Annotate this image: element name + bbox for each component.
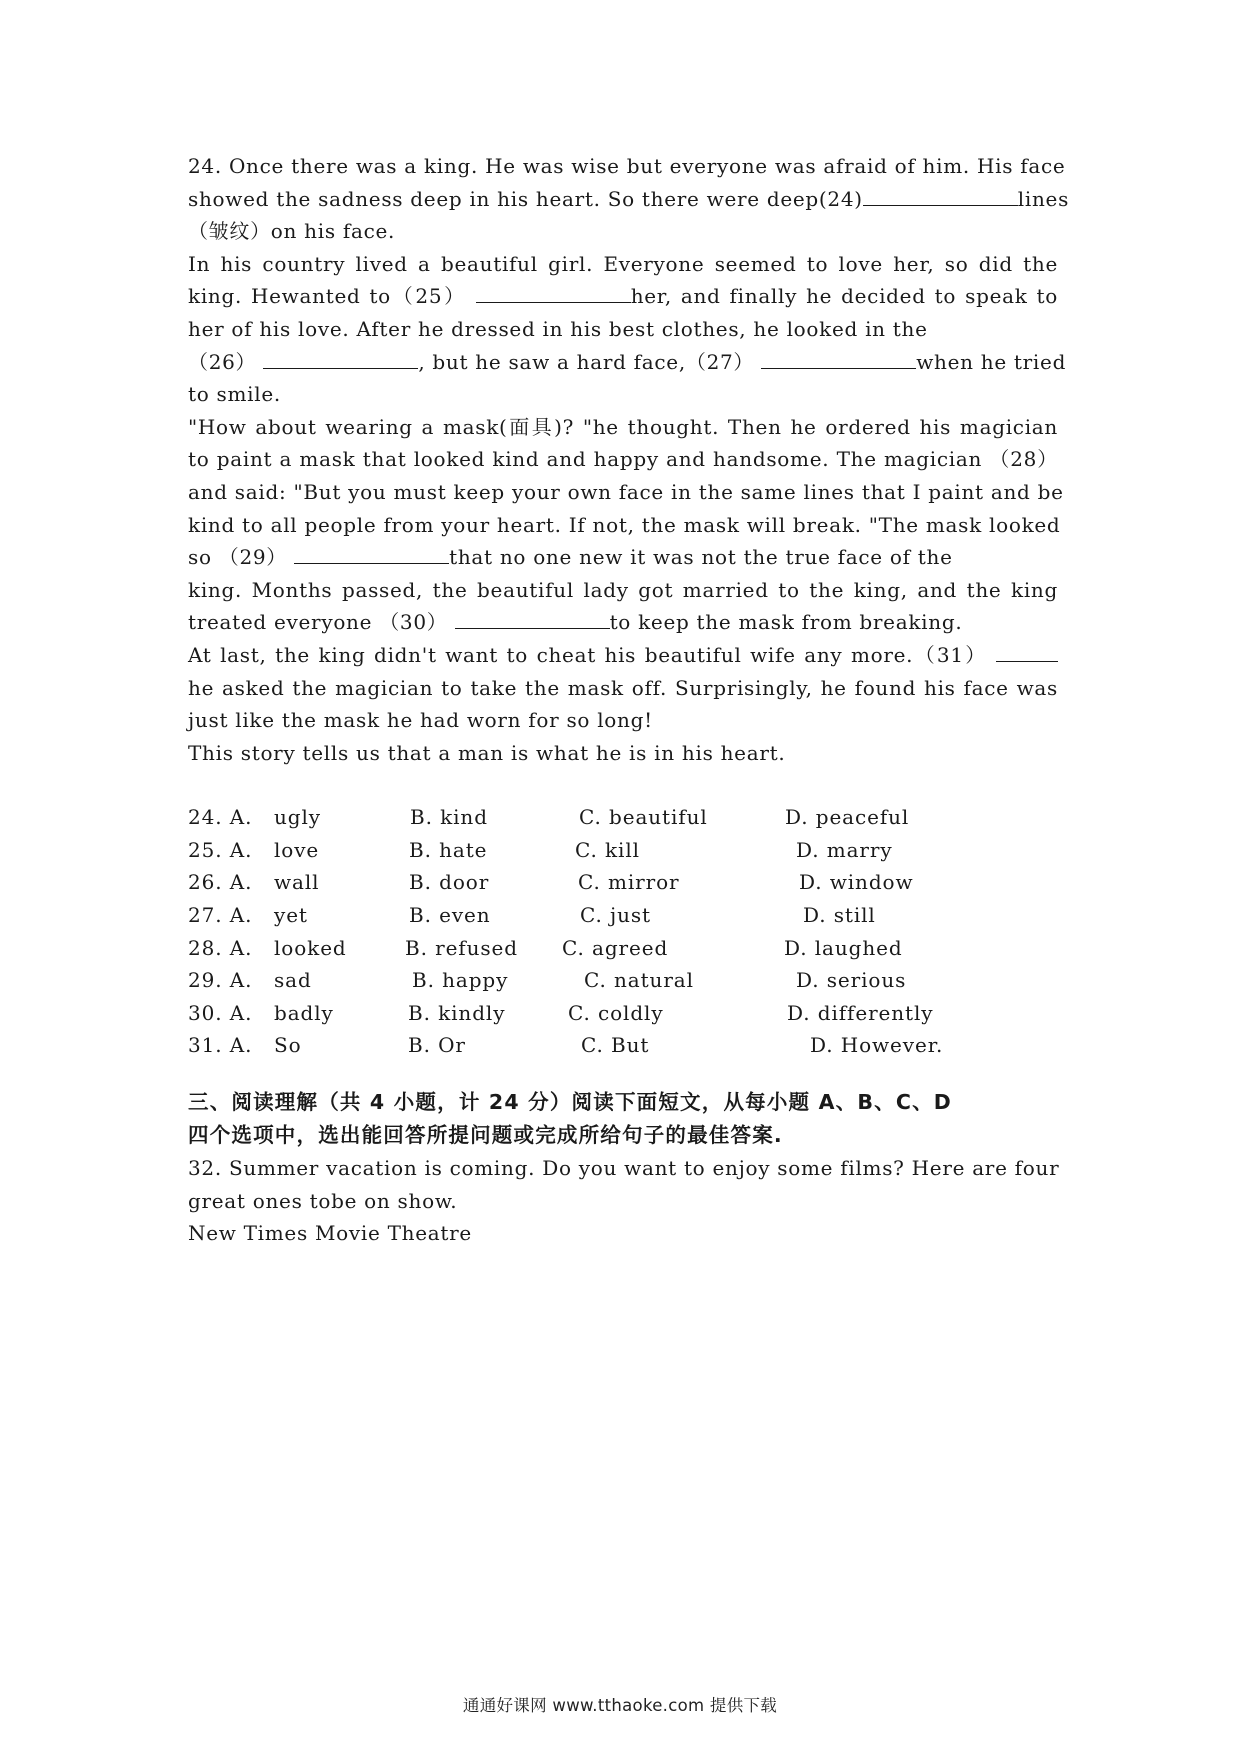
option-row-26 [188,866,1058,899]
option-b[interactable]: B. happy [412,968,509,993]
passage-text: to keep the mask from breaking. [609,610,963,635]
answer-blank-31[interactable] [996,641,1058,662]
option-a[interactable]: ugly [274,805,321,830]
passage-text: so （29） [188,545,288,570]
answer-blank-29[interactable] [294,543,449,564]
passage-text: showed the sadness deep in his heart. So there were deep(24) [188,186,863,211]
passage-line [188,346,1067,379]
passage-line: he asked the magician to take the mask off. Surprisingly, he found his face was [188,675,1058,700]
option-b[interactable]: B. refused [405,935,518,960]
option-a[interactable]: badly [274,1000,334,1025]
passage-line: "How about wearing a mask(面具)? "he thought. Then he ordered his magician [188,414,1058,439]
passage-line: New Times Movie Theatre [188,1221,472,1246]
passage-line [188,280,1058,313]
section-heading: 三、阅读理解（共 4 小题，计 24 分）阅读下面短文，从每小题 A、B、C、D [188,1090,953,1115]
option-number: 26. A. [188,870,253,895]
option-number: 31. A. [188,1033,253,1058]
option-c[interactable]: C. agreed [562,935,669,960]
passage-text: treated everyone （30） [188,610,448,635]
answer-blank-26[interactable] [263,348,418,369]
option-row-29 [188,964,1058,997]
section-heading: 四个选项中，选出能回答所提问题或完成所给句子的最佳答案. [188,1123,783,1148]
page-footer: 通通好课网 www.tthaoke.com 提供下载 [462,1696,778,1715]
option-row-24 [188,801,1058,834]
option-d[interactable]: D. marry [796,837,893,862]
option-d[interactable]: D. differently [787,1000,934,1025]
answer-blank-27[interactable] [761,348,916,369]
option-c[interactable]: C. just [580,903,651,928]
option-a[interactable]: yet [274,903,308,928]
option-a[interactable]: looked [274,935,347,960]
passage-line: kind to all people from your heart. If not, the mask will break. "The mask looked [188,512,1061,537]
option-number: 29. A. [188,968,253,993]
option-d[interactable]: D. laughed [784,935,903,960]
option-row-25 [188,834,1058,867]
passage-line: her of his love. After he dressed in his best clothes, he looked in the [188,316,928,341]
passage-line: to paint a mask that looked kind and happy and handsome. The magician （28） [188,447,1058,472]
options-list [188,801,1058,1062]
option-a[interactable]: So [274,1033,302,1058]
option-a[interactable]: love [274,837,320,862]
passage-line: and said: "But you must keep your own face in the same lines that I paint and be [188,479,1064,504]
option-number: 28. A. [188,935,253,960]
option-row-31 [188,1029,1058,1062]
passage-text: At last, the king didn't want to cheat his beautiful wife any more.（31） [188,642,988,667]
passage-text: king. Hewanted to（25） [188,284,467,309]
passage-line: just like the mask he had worn for so long! [188,708,653,733]
passage-line: great ones tobe on show. [188,1188,458,1213]
answer-blank-30[interactable] [455,608,610,629]
passage-line: 32. Summer vacation is coming. Do you want to enjoy some films? Here are four [188,1156,1060,1181]
option-number: 25. A. [188,837,253,862]
option-d[interactable]: D. However. [810,1033,944,1058]
option-a[interactable]: sad [274,968,312,993]
option-c[interactable]: C. natural [584,968,694,993]
option-d[interactable]: D. window [799,870,914,895]
passage-line: to smile. [188,382,281,407]
option-row-30 [188,997,1058,1030]
passage-line: king. Months passed, the beautiful lady got married to the king, and the king [188,577,1058,602]
passage-line [188,183,1070,216]
option-c[interactable]: C. coldly [568,1000,664,1025]
option-b[interactable]: B. even [409,903,491,928]
passage-line [188,606,1058,639]
option-c[interactable]: C. kill [575,837,640,862]
passage-text: her, and finally he decided to speak to [630,284,1058,309]
option-b[interactable]: B. door [409,870,490,895]
option-c[interactable]: C. beautiful [579,805,708,830]
option-row-28 [188,932,1058,965]
option-number: 27. A. [188,903,253,928]
passage-line: （皱纹）on his face. [188,219,396,244]
passage-text: , but he saw a hard face,（27） [418,349,755,374]
option-a[interactable]: wall [274,870,320,895]
option-c[interactable]: C. mirror [578,870,680,895]
option-b[interactable]: B. kind [410,805,488,830]
passage-line [188,541,1058,574]
passage-text: （26） [188,349,257,374]
passage-text: lines [1017,186,1070,211]
answer-blank-25[interactable] [476,282,631,303]
exam-page [188,150,1070,1250]
passage-line: This story tells us that a man is what he is in his heart. [188,740,786,765]
option-number: 30. A. [188,1000,253,1025]
passage-line: In his country lived a beautiful girl. Everyone seemed to love her, so did the [188,251,1058,276]
passage-text: that no one new it was not the true face of the [449,545,953,570]
option-number: 24. A. [188,805,253,830]
option-b[interactable]: B. kindly [408,1000,506,1025]
option-row-27 [188,899,1058,932]
passage-line: 24. Once there was a king. He was wise but everyone was afraid of him. His face [188,154,1066,178]
option-d[interactable]: D. peaceful [785,805,910,830]
option-d[interactable]: D. still [803,903,876,928]
passage-line [188,639,1058,672]
option-b[interactable]: B. hate [409,837,488,862]
option-c[interactable]: C. But [581,1033,650,1058]
passage-text: when he tried [916,349,1067,374]
option-d[interactable]: D. serious [796,968,907,993]
option-b[interactable]: B. Or [408,1033,466,1058]
answer-blank-24[interactable] [863,185,1018,206]
